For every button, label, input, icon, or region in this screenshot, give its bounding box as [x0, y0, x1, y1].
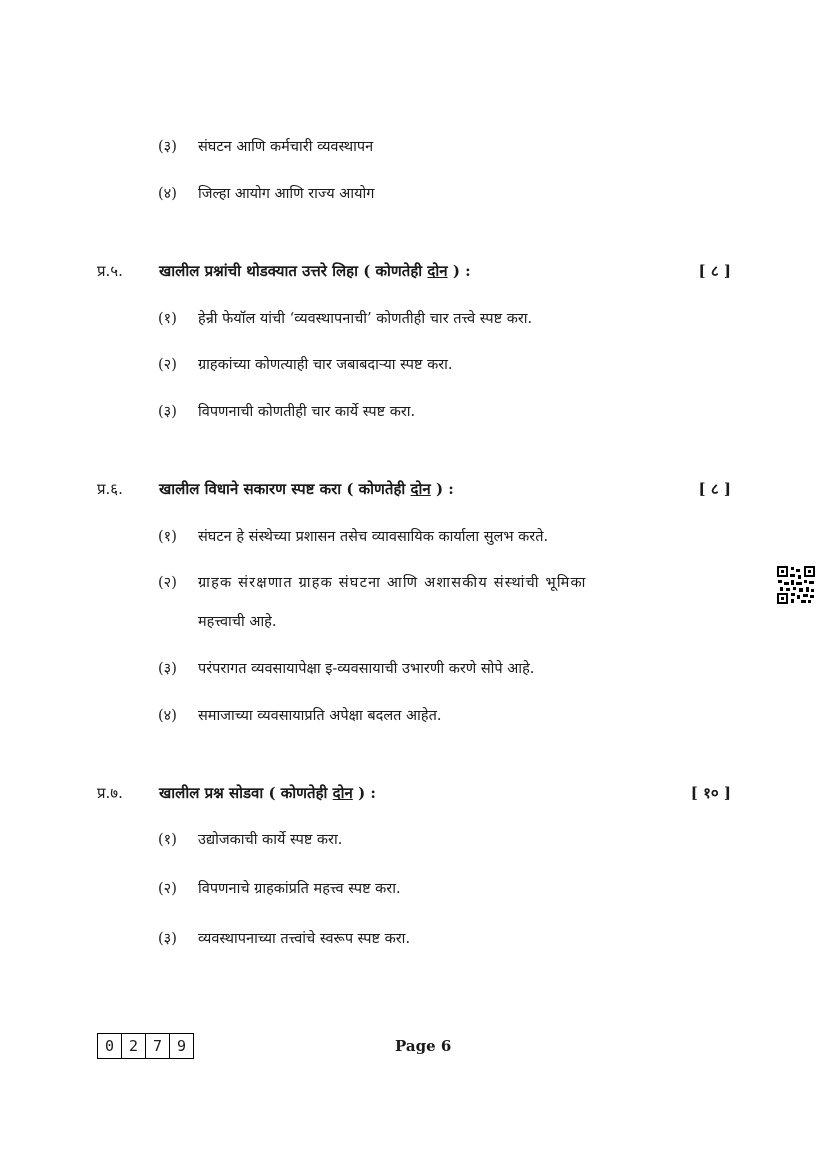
item-number: (३) — [158, 139, 177, 155]
item-number: (४) — [158, 186, 177, 202]
item-number: (१) — [158, 832, 177, 848]
item-number: (३) — [158, 661, 177, 677]
paper-code-digit: 0 — [98, 1034, 122, 1058]
item-number: (२) — [158, 357, 177, 373]
question-marks: [ ८ ] — [698, 262, 731, 280]
item-number: (४) — [158, 708, 177, 724]
question-number: प्र.७. — [97, 784, 123, 802]
item-number: (३) — [158, 931, 177, 947]
list-item — [158, 829, 342, 849]
list-item-continuation — [158, 611, 276, 631]
question-title: खालील प्रश्नांची थोडक्यात उत्तरे लिहा ( कोणतेही दोन ) : — [159, 262, 471, 280]
qr-code-icon — [776, 565, 816, 605]
list-item — [158, 705, 441, 725]
item-number: (२) — [158, 881, 177, 897]
item-text: जिल्हा आयोग आणि राज्य आयोग — [198, 186, 375, 202]
list-item — [158, 928, 410, 948]
item-text: उद्योजकाची कार्ये स्पष्ट करा. — [198, 832, 343, 848]
item-number: (३) — [158, 404, 177, 420]
item-text: हेन्री फेयॉल यांची ‘व्यवस्थापनाची’ कोणतीही चार तत्त्वे स्पष्ट करा. — [198, 311, 533, 327]
list-item — [158, 526, 548, 546]
question-number: प्र.६. — [97, 480, 123, 498]
item-number: (२) — [158, 575, 177, 591]
item-text: ग्राहक संरक्षणात ग्राहक संघटना आणि अशासकीय संस्थांची भूमिका — [198, 575, 587, 591]
item-number: (१) — [158, 529, 177, 545]
item-text: ग्राहकांच्या कोणत्याही चार जबाबदाऱ्या स्पष्ट करा. — [198, 357, 453, 373]
question-marks: [ ८ ] — [698, 480, 731, 498]
page-number: Page 6 — [395, 1037, 452, 1055]
paper-code-digit: 7 — [146, 1034, 170, 1058]
paper-code-box — [97, 1033, 194, 1059]
list-item — [158, 878, 401, 898]
item-text: संघटन हे संस्थेच्या प्रशासन तसेच व्यावसायिक कार्याला सुलभ करते. — [198, 529, 549, 545]
item-text: महत्त्वाची आहे. — [198, 614, 277, 630]
item-text: विपणनाचे ग्राहकांप्रति महत्त्व स्पष्ट करा. — [198, 881, 401, 897]
question-number: प्र.५. — [97, 262, 123, 280]
list-item — [158, 401, 415, 421]
list-item — [158, 572, 587, 592]
question-marks: [ १० ] — [690, 784, 731, 802]
question-title: खालील विधाने सकारण स्पष्ट करा ( कोणतेही दोन ) : — [159, 480, 454, 498]
item-text: संघटन आणि कर्मचारी व्यवस्थापन — [198, 139, 374, 155]
item-text: समाजाच्या व्यवसायाप्रति अपेक्षा बदलत आहेत. — [198, 708, 442, 724]
paper-code-digit: 2 — [122, 1034, 146, 1058]
item-number: (१) — [158, 311, 177, 327]
paper-code-digit: 9 — [176, 1037, 187, 1055]
list-item — [158, 658, 534, 678]
list-item — [158, 183, 374, 203]
list-item — [158, 136, 373, 156]
item-text: व्यवस्थापनाच्या तत्त्वांचे स्वरूप स्पष्ट करा. — [198, 931, 411, 947]
list-item — [158, 354, 453, 374]
item-text: परंपरागत व्यवसायापेक्षा इ-व्यवसायाची उभारणी करणे सोपे आहे. — [198, 661, 535, 677]
question-title: खालील प्रश्न सोडवा ( कोणतेही दोन ) : — [159, 784, 376, 802]
list-item — [158, 308, 532, 328]
item-text: विपणनाची कोणतीही चार कार्ये स्पष्ट करा. — [198, 404, 416, 420]
